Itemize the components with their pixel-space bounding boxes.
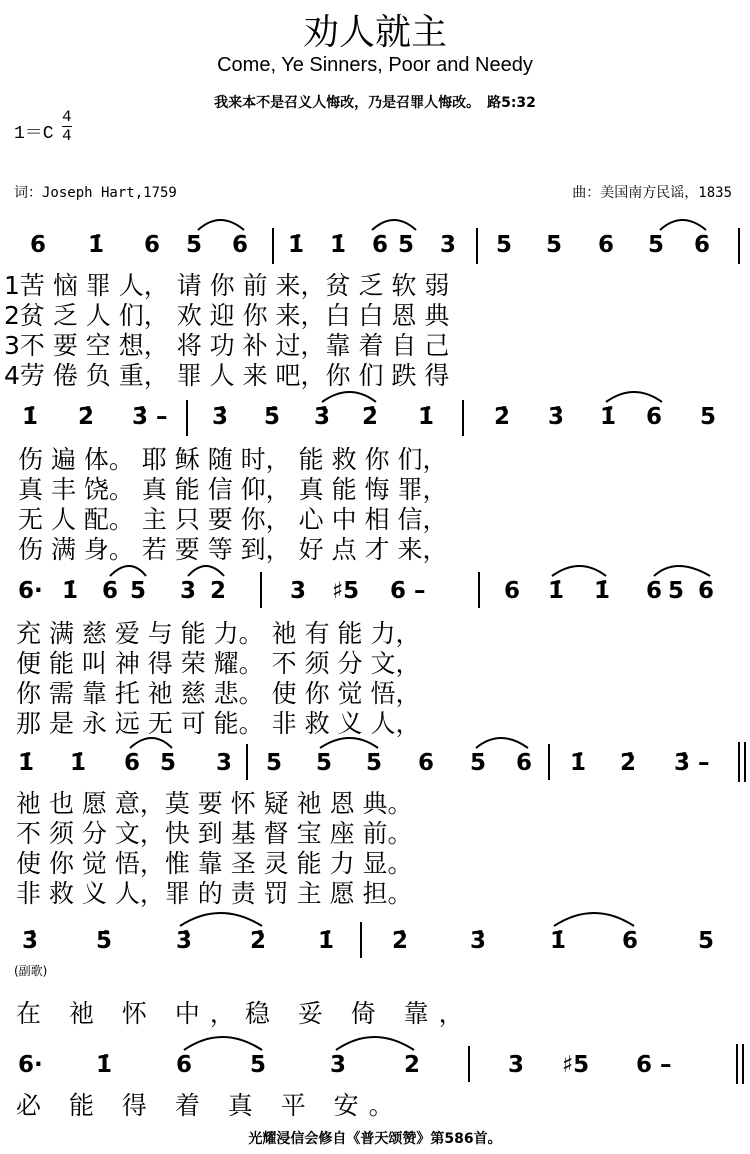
lyric-line: 3不 要 空 想， 将 功 补 过，靠 着 自 己 <box>4 331 450 360</box>
lyric-line: 那 是 永 远 无 可 能。 非 救 义 人， <box>16 709 421 738</box>
lyric-line: 便 能 叫 神 得 荣 耀。 不 须 分 文， <box>16 649 421 678</box>
key-signature: 1＝C <box>14 124 54 144</box>
lyric-line: 无 人 配。 主 只 要 你， 心 中 相 信， <box>18 505 448 534</box>
lyric-line: 充 满 慈 爱 与 能 力。 祂 有 能 力， <box>16 619 421 648</box>
lyric-line: 4劳 倦 负 重， 罪 人 来 吧，你 们 跌 得 <box>4 361 450 390</box>
footer-note: 光耀浸信会修自《普天颂赞》第586首。 <box>248 1131 502 1147</box>
time-sig-top: 4 <box>62 108 72 126</box>
verse-reference: 我来本不是召义人悔改，乃是召罪人悔改。 路5:32 <box>214 95 536 111</box>
lyricist-credit: 词：Joseph Hart,1759 <box>14 185 177 201</box>
time-sig-bottom: 4 <box>62 127 72 145</box>
hymn-subtitle: Come, Ye Sinners, Poor and Needy <box>217 54 533 76</box>
lyric-line: 伤 遍 体。 耶 稣 随 时， 能 救 你 们， <box>18 445 448 474</box>
lyric-line: 在 祂 怀 中，稳 妥 倚 靠， <box>16 999 474 1028</box>
lyric-line: 真 丰 饶。 真 能 信 仰， 真 能 悔 罪， <box>18 475 448 504</box>
hymn-title: 劝人就主 <box>302 12 447 53</box>
refrain-label: (副歌) <box>14 964 48 978</box>
lyric-line: 2贫 乏 人 们， 欢 迎 你 来，白 白 恩 典 <box>4 301 450 330</box>
lyric-line: 不 须 分 文，快 到 基 督 宝 座 前。 <box>16 819 413 848</box>
lyric-line: 非 救 义 人，罪 的 责 罚 主 愿 担。 <box>16 879 413 908</box>
lyric-line: 使 你 觉 悟，惟 靠 圣 灵 能 力 显。 <box>16 849 413 878</box>
lyric-line: 必 能 得 着 真 平 安。 <box>16 1091 404 1120</box>
lyric-line: 祂 也 愿 意，莫 要 怀 疑 祂 恩 典。 <box>16 789 413 818</box>
lyric-line: 1苦 恼 罪 人， 请 你 前 来，贫 乏 软 弱 <box>4 271 450 300</box>
lyric-line: 伤 满 身。 若 要 等 到， 好 点 才 来， <box>18 535 448 564</box>
composer-credit: 曲：美国南方民谣，1835 <box>572 185 732 201</box>
lyric-line: 你 需 靠 托 祂 慈 悲。 使 你 觉 悟， <box>16 679 421 708</box>
